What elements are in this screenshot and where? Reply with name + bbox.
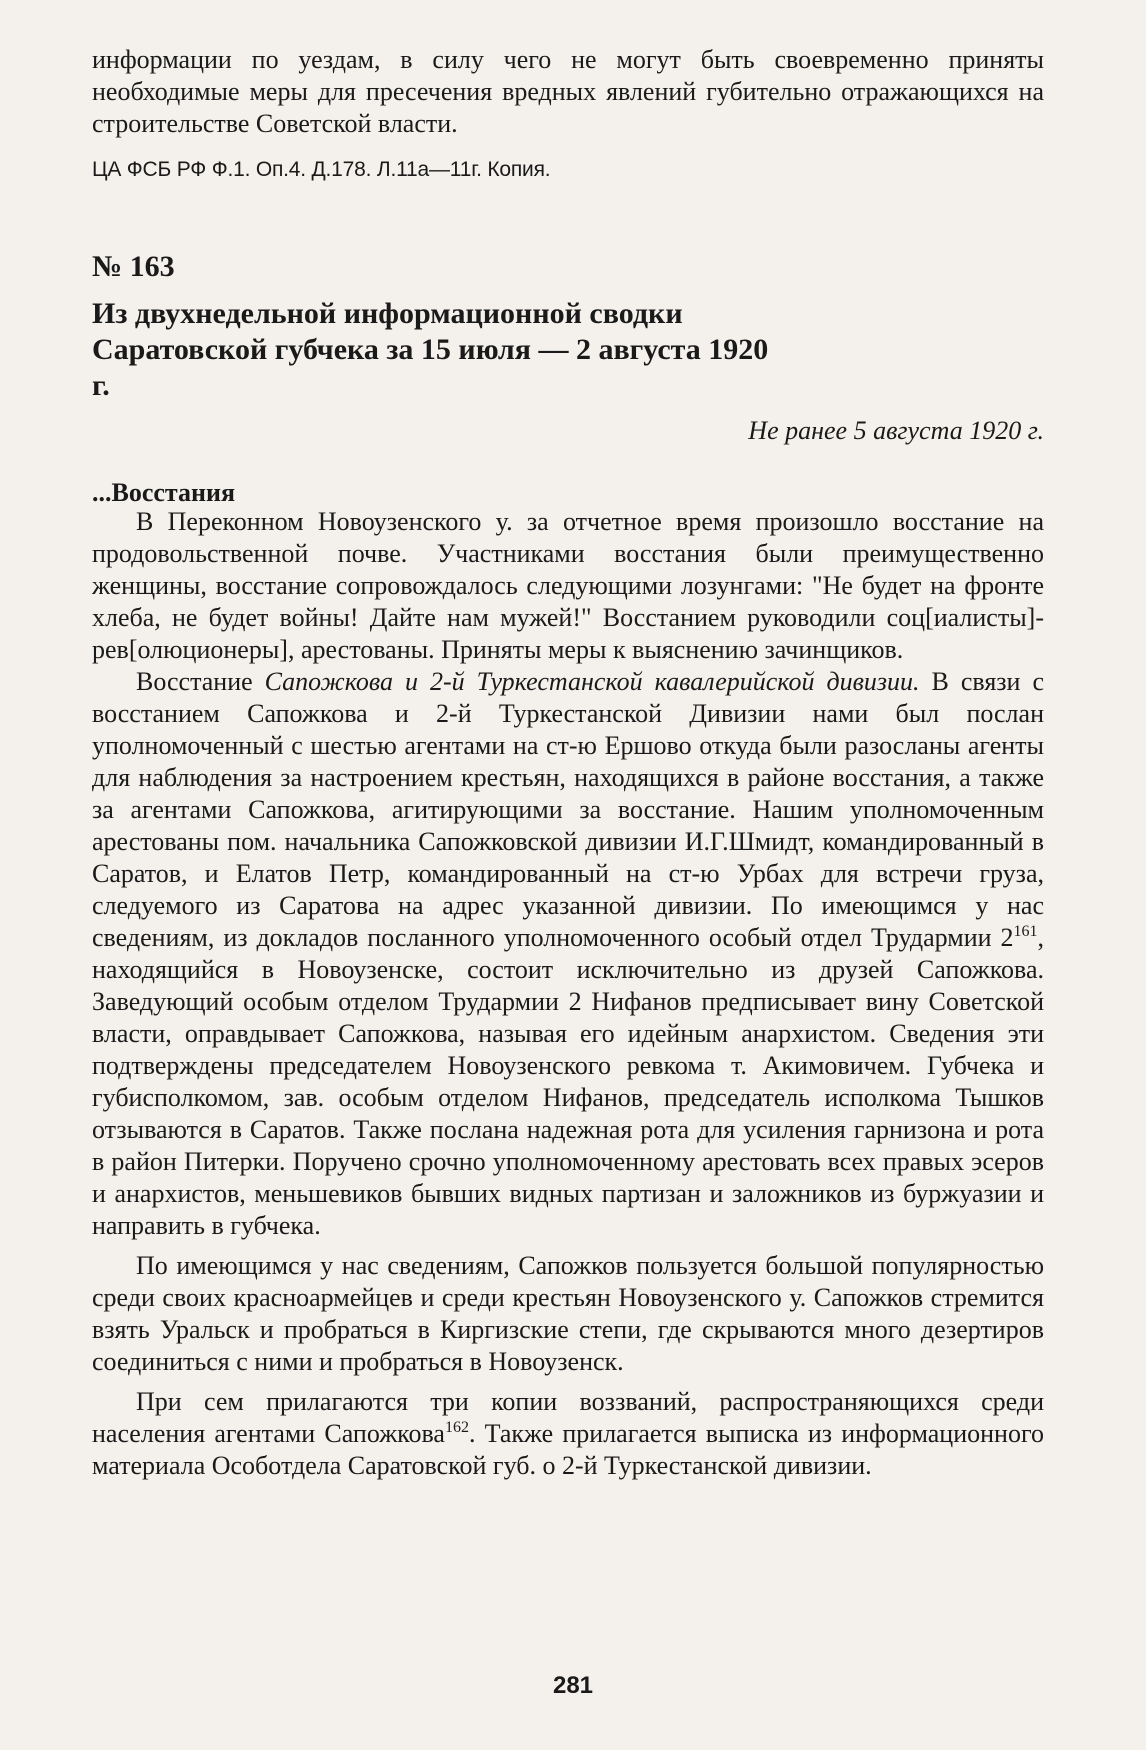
document-title: Из двухнедельной информационной сводки Саратовской губчека за 15 июля — 2 августа 1920 г. [92, 297, 769, 402]
document-number: № 163 [92, 250, 175, 283]
footnote-ref: 162 [444, 1419, 469, 1436]
paragraph-sapozhkov-uprising: Восстание Сапожкова и 2-й Туркестанской кавалерийской дивизии. В связи с восстанием Сапожкова и 2-й Туркестанской Дивизии нами был послан уполномоченный с шестью агентами на ст-ю Ершово откуда были разосланы агенты для наблюдения за настроением крестьян, находящихся в районе восстания, а также за агентами Сапожкова, агитирующими за восстание. Нашим уполномоченным арестованы пом. начальника Сапожковской дивизии И.Г.Шмидт, командированный в Саратов, и Елатов Петр, командированный на ст-ю Урбах для встречи груза, следуемого из Саратова на адрес указанной дивизии. По имеющимся у нас сведениям, из докладов посланного уполномоченного особый отдел Трудармии $2^{161}$, находящийся в Новоузенске, состоит исключительно из друзей Сапожкова. Заведующий особым отделом Трудармии 2 Нифанов предписывает вину Советской власти, оправдывает Сапожкова, называя его идейным анархистом. Сведения эти подтверждены председателем Новоузенского ревкома т. Акимовичем. Губчека и губисполкомом, зав. особым отделом Нифанов, председатель исполкома Тышков отзываются в Саратов. Также послана надежная рота для усиления гарнизона и рота в район Питерки. Поручено срочно уполномоченному арестовать всех правых эсеров и анархистов, меньшевиков бывших видных партизан и заложников из буржуазии и направить в губчека. [92, 667, 1044, 1240]
document-body [92, 506, 1044, 1482]
continued-paragraph: информации по уездам, в силу чего не могут быть своевременно приняты необходимые меры для пресечения вредных явлений губительно отражающихся на строительстве Советской власти. [92, 45, 1044, 138]
paragraph-uprising-perekonnoe: В Переконном Новоузенского у. за отчетное время произошло восстание на продовольственной почве. Участниками восстания были преимущественно женщины, восстание сопровождалось следующими лозунгами: "Не будет на фронте хлеба, не будет войны! Дайте нам мужей!" Восстанием руководили соц[иалисты]-рев[олюционеры], арестованы. Приняты меры к выяснению зачинщиков. [92, 507, 1044, 664]
paragraph-sapozhkov-popularity: По имеющимся у нас сведениям, Сапожков пользуется большой популярностью среди своих красноармейцев и среди крестьян Новоузенского у. Сапожков стремится взять Уральск и пробраться в Киргизские степи, где скрываются много дезертиров соединиться с ними и пробраться в Новоузенск. [92, 1251, 1044, 1376]
paragraph-attachments: При сем прилагаются три копии воззваний, распространяющихся среди населения агентами Сапожкова$^{162}$. Также прилагается выписка из информационного материала Особотдела Саратовской губ. о 2-й Туркестанской дивизии. [92, 1387, 1044, 1480]
footnote-ref: 161 [1013, 923, 1038, 940]
section-heading: ...Восстания [92, 478, 236, 507]
archive-source-note: ЦА ФСБ РФ Ф.1. Оп.4. Д.178. Л.11а—11г. Копия. [92, 158, 551, 181]
page-number: 281 [552, 1672, 594, 1699]
document-date: Не ранее 5 августа 1920 г. [748, 416, 1044, 445]
